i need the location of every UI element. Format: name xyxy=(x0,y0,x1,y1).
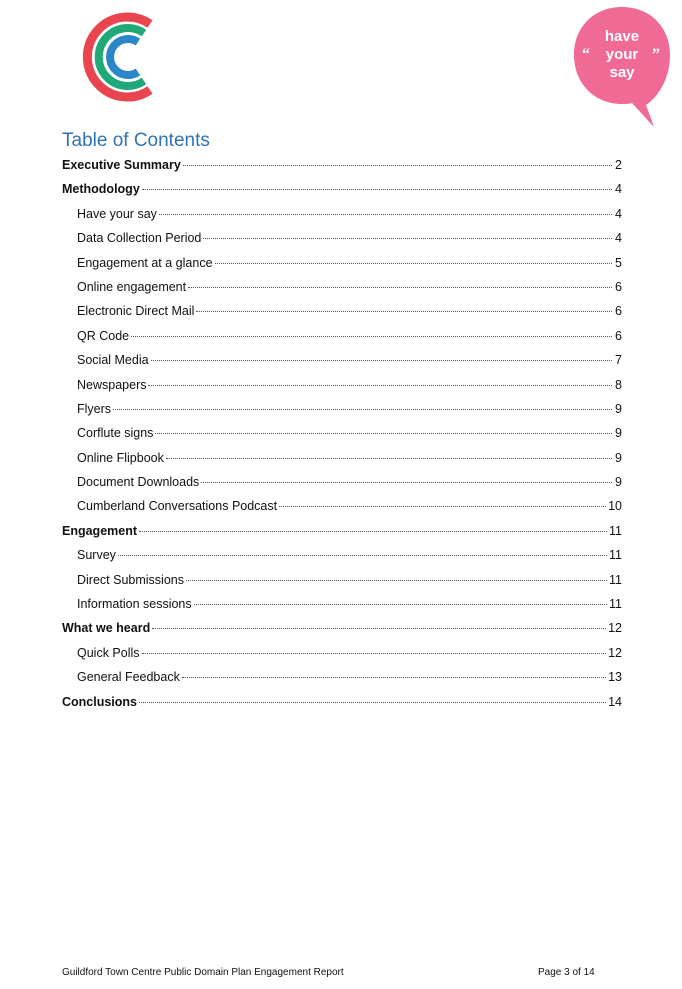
toc-entry-qr-code[interactable]: QR Code 6 xyxy=(77,328,622,343)
toc-entry-have-your-say[interactable]: Have your say 4 xyxy=(77,206,622,221)
open-quote-icon: “ xyxy=(582,46,590,63)
toc-entry-document-downloads[interactable]: Document Downloads 9 xyxy=(77,475,622,490)
toc-entry-social-media[interactable]: Social Media 7 xyxy=(77,353,622,368)
toc-entry-information-sessions[interactable]: Information sessions 11 xyxy=(77,597,622,612)
table-of-contents xyxy=(62,155,622,716)
logo-blue-arc xyxy=(110,39,138,75)
toc-entry-executive-summary[interactable]: Executive Summary 2 xyxy=(62,158,622,172)
toc-entry-corflute-signs[interactable]: Corflute signs 9 xyxy=(77,426,622,441)
footer-report-title: Guildford Town Centre Public Domain Plan Engagement Report xyxy=(62,967,344,978)
toc-entry-electronic-direct-mail[interactable]: Electronic Direct Mail 6 xyxy=(77,304,622,319)
toc-entry-quick-polls[interactable]: Quick Polls 12 xyxy=(77,645,622,660)
toc-entry-general-feedback[interactable]: General Feedback 13 xyxy=(77,670,622,685)
council-logo xyxy=(66,8,158,106)
toc-entry-engagement[interactable]: Engagement 11 xyxy=(62,523,622,538)
logo-text-line3: say xyxy=(609,64,635,81)
toc-entry-methodology[interactable]: Methodology 4 xyxy=(62,182,622,197)
toc-title: Table of Contents xyxy=(62,130,210,151)
footer-page-number: Page 3 of 14 xyxy=(538,967,595,978)
toc-entry-flyers[interactable]: Flyers 9 xyxy=(77,401,622,416)
toc-entry-online-engagement[interactable]: Online engagement 6 xyxy=(77,279,622,294)
toc-entry-online-flipbook[interactable]: Online Flipbook 9 xyxy=(77,450,622,465)
toc-entry-engagement-at-a-glance[interactable]: Engagement at a glance 5 xyxy=(77,255,622,270)
close-quote-icon: ” xyxy=(652,46,660,63)
have-your-say-logo xyxy=(572,5,672,127)
logo-text-line1: have xyxy=(604,28,640,45)
toc-entry-survey[interactable]: Survey 11 xyxy=(77,548,622,563)
toc-entry-what-we-heard[interactable]: What we heard 12 xyxy=(62,621,622,636)
toc-entry-conclusions[interactable]: Conclusions 14 xyxy=(62,694,622,709)
toc-entry-cumberland-conversations-podcast[interactable]: Cumberland Conversations Podcast 10 xyxy=(77,499,622,514)
logo-text-line2: your xyxy=(605,46,639,63)
toc-entry-direct-submissions[interactable]: Direct Submissions 11 xyxy=(77,572,622,587)
toc-entry-data-collection-period[interactable]: Data Collection Period 4 xyxy=(77,231,622,246)
toc-entry-newspapers[interactable]: Newspapers 8 xyxy=(77,377,622,392)
